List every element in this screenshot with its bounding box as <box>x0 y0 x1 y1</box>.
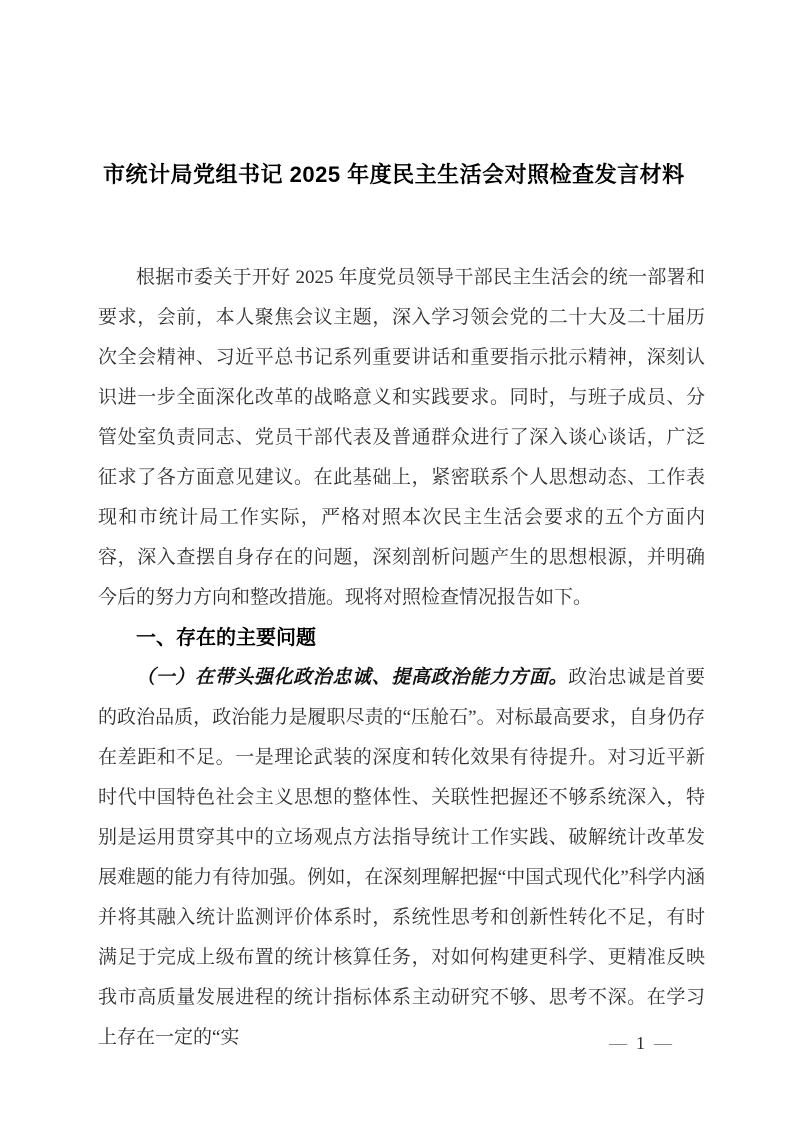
footer-right-dash: — <box>654 1033 672 1053</box>
subsection-body-text: 政治忠诚是首要的政治品质，政治能力是履职尽责的“压舱石”。对标最高要求，自身仍存在差距和不足。一是理论武装的深度和转化效果有待提升。对习近平新时代中国特色社会主义思想的整体性、关联性把握还不够系统深入，特别是运用贯穿其中的立场观点方法指导统计工作实践、破解统计改革发展难题的能力有待加强。例如，在深刻理解把握“中国式现代化”科学内涵并将其融入统计监测评价体系时，系统性思考和创新性转化不足，有时满足于完成上级布置的统计核算任务，对如何构建更科学、更精准反映我市高质量发展进程的统计指标体系主动研究不够、思考不深。在学习上存在一定的“实 <box>98 667 705 1048</box>
page-footer <box>609 1030 672 1056</box>
page-number: 1 <box>636 1033 645 1053</box>
section-heading: 一、存在的主要问题 <box>136 627 316 649</box>
footer-left-dash: — <box>609 1033 627 1053</box>
document-title: 市统计局党组书记 2025 年度民主生活会对照检查发言材料 <box>103 162 685 187</box>
intro-paragraph: 根据市委关于开好 2025 年度党员领导干部民主生活会的统一部署和要求，会前，本人聚焦会议主题，深入学习领会党的二十大及二十届历次全会精神、习近平总书记系列重要讲话和重要指示批示精神，深刻认识进一步全面深化改革的战略意义和实践要求。同时，与班子成员、分管处室负责同志、党员干部代表及普通群众进行了深入谈心谈话，广泛征求了各方面意见建议。在此基础上，紧密联系个人思想动态、工作表现和市统计局工作实际，严格对照本次民主生活会要求的五个方面内容，深入查摆自身存在的问题，深刻剖析问题产生的思想根源，并明确今后的努力方向和整改措施。现将对照检查情况报告如下。 <box>98 267 705 608</box>
subsection-lead: （一）在带头强化政治忠诚、提高政治能力方面。 <box>136 667 569 688</box>
document-body <box>98 258 705 1058</box>
subsection-paragraph <box>98 658 705 1058</box>
